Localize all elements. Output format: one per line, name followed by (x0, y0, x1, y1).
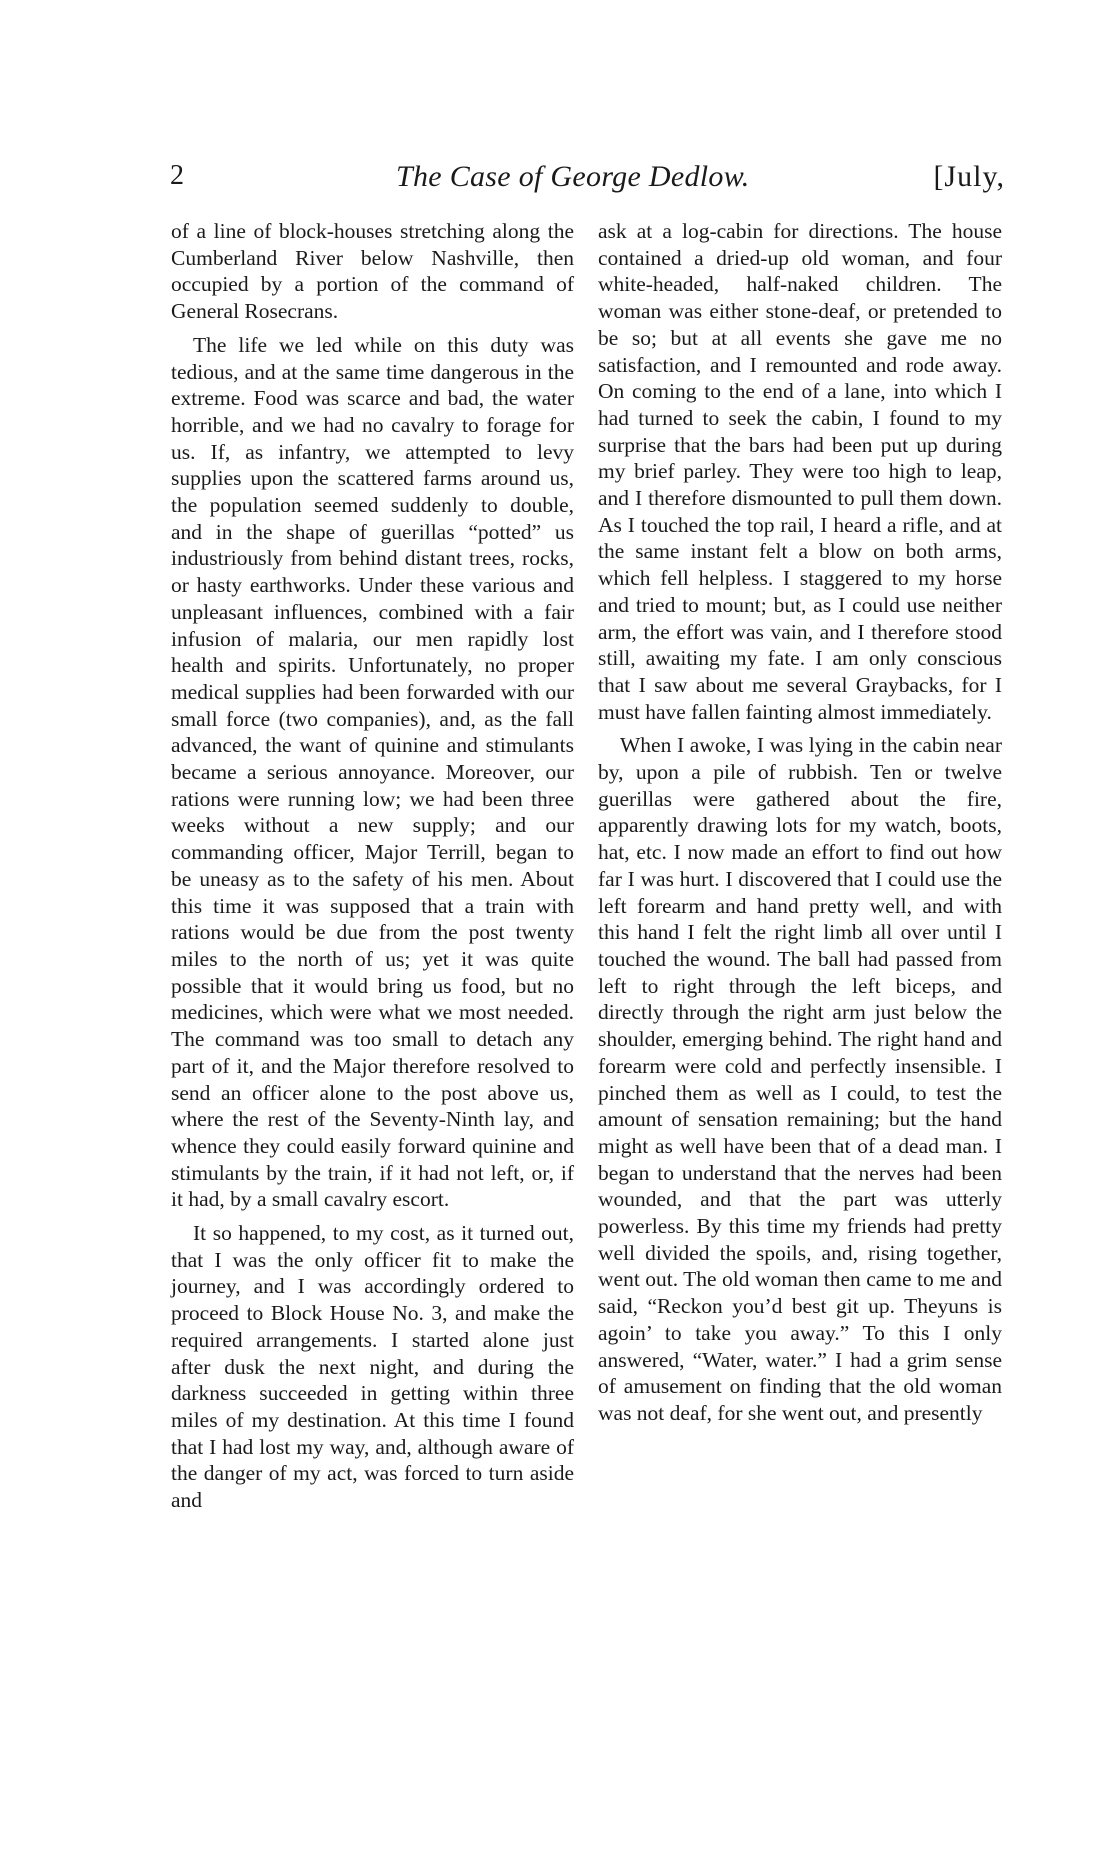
paragraph: When I awoke, I was lying in the cabin near by, upon a pile of rubbish. Ten or twelve guerillas were gathered about the fire, apparently drawing lots for my watch, boots, hat, etc. I now made an effort to find out how far I was hurt. I discovered that I could use the left forearm and hand pretty well, and with this hand I felt the right limb all over until I touched the wound. The ball had passed from left to right through the left biceps, and directly through the right arm just below the shoulder, emerging behind. The right hand and forearm were cold and perfectly insensible. I pinched them as well as I could, to test the amount of sensation remaining; but the hand might as well have been that of a dead man. I began to understand that the nerves had been wounded, and that the part was utterly powerless. By this time my friends had pretty well divided the spoils, and, rising together, went out. The old woman then came to me and said, “Reckon you’d best git up. Theyuns is agoin’ to take you away.” To this I only answered, “Water, water.” I had a grim sense of amusement on finding that the old woman was not deaf, for she went out, and presently (598, 733, 1002, 1425)
paragraph: ask at a log-cabin for directions. The house contained a dried-up old woman, and four white-headed, half-naked children. The woman was either stone-deaf, or pretended to be so; but at all events she gave me no satisfaction, and I remounted and rode away. On coming to the end of a lane, into which I had turned to seek the cabin, I found to my surprise that the bars had been put up during my brief parley. They were too high to leap, and I therefore dismounted to pull them down. As I touched the top rail, I heard a rifle, and at the same instant felt a blow on both arms, which fell helpless. I staggered to my horse and tried to mount; but, as I could use neither arm, the effort was vain, and I therefore stood still, awaiting my fate. I am only conscious that I saw about me several Graybacks, for I must have fallen fainting almost immediately. (598, 219, 1002, 724)
issue-month: [July, (933, 160, 1005, 193)
running-title: The Case of George Dedlow. (396, 160, 750, 193)
paragraph: of a line of block-houses stretching along the Cumberland River below Nashville, then occupied by a portion of the command of General Rosecrans. (171, 219, 574, 324)
running-header (170, 160, 1005, 200)
left-column (171, 218, 574, 1514)
paragraph: The life we led while on this duty was tedious, and at the same time dangerous in the extreme. Food was scarce and bad, the water horrible, and we had no cavalry to forage for us. If, as infantry, we attempted to levy supplies upon the scattered farms around us, the population seemed suddenly to double, and in the shape of guerillas “potted” us industriously from behind distant trees, rocks, or hasty earthworks. Under these various and unpleasant influences, combined with a fair infusion of malaria, our men rapidly lost health and spirits. Unfortunately, no proper medical supplies had been forwarded with our small force (two companies), and, as the fall advanced, the want of quinine and stimulants became a serious annoyance. Moreover, our rations were running low; we had been three weeks without a new supply; and our commanding officer, Major Terrill, began to be uneasy as to the safety of his men. About this time it was supposed that a train with rations would be due from the post twenty miles to the north of us; yet it was quite possible that it would bring us food, but no medicines, which were what we most needed. The command was too small to detach any part of it, and the Major therefore resolved to send an officer alone to the post above us, where the rest of the Seventy-Ninth lay, and whence they could easily forward quinine and stimulants by the train, if it had not left, or, if it had, by a small cavalry escort. (171, 332, 574, 1212)
page-number: 2 (170, 160, 184, 191)
right-column (598, 218, 1002, 1427)
paragraph: It so happened, to my cost, as it turned out, that I was the only officer fit to make the journey, and I was accordingly ordered to proceed to Block House No. 3, and make the required arrangements. I started alone just after dusk the next night, and during the darkness succeeded in getting within three miles of my destination. At this time I found that I had lost my way, and, although aware of the danger of my act, was forced to turn aside and (171, 1221, 574, 1513)
